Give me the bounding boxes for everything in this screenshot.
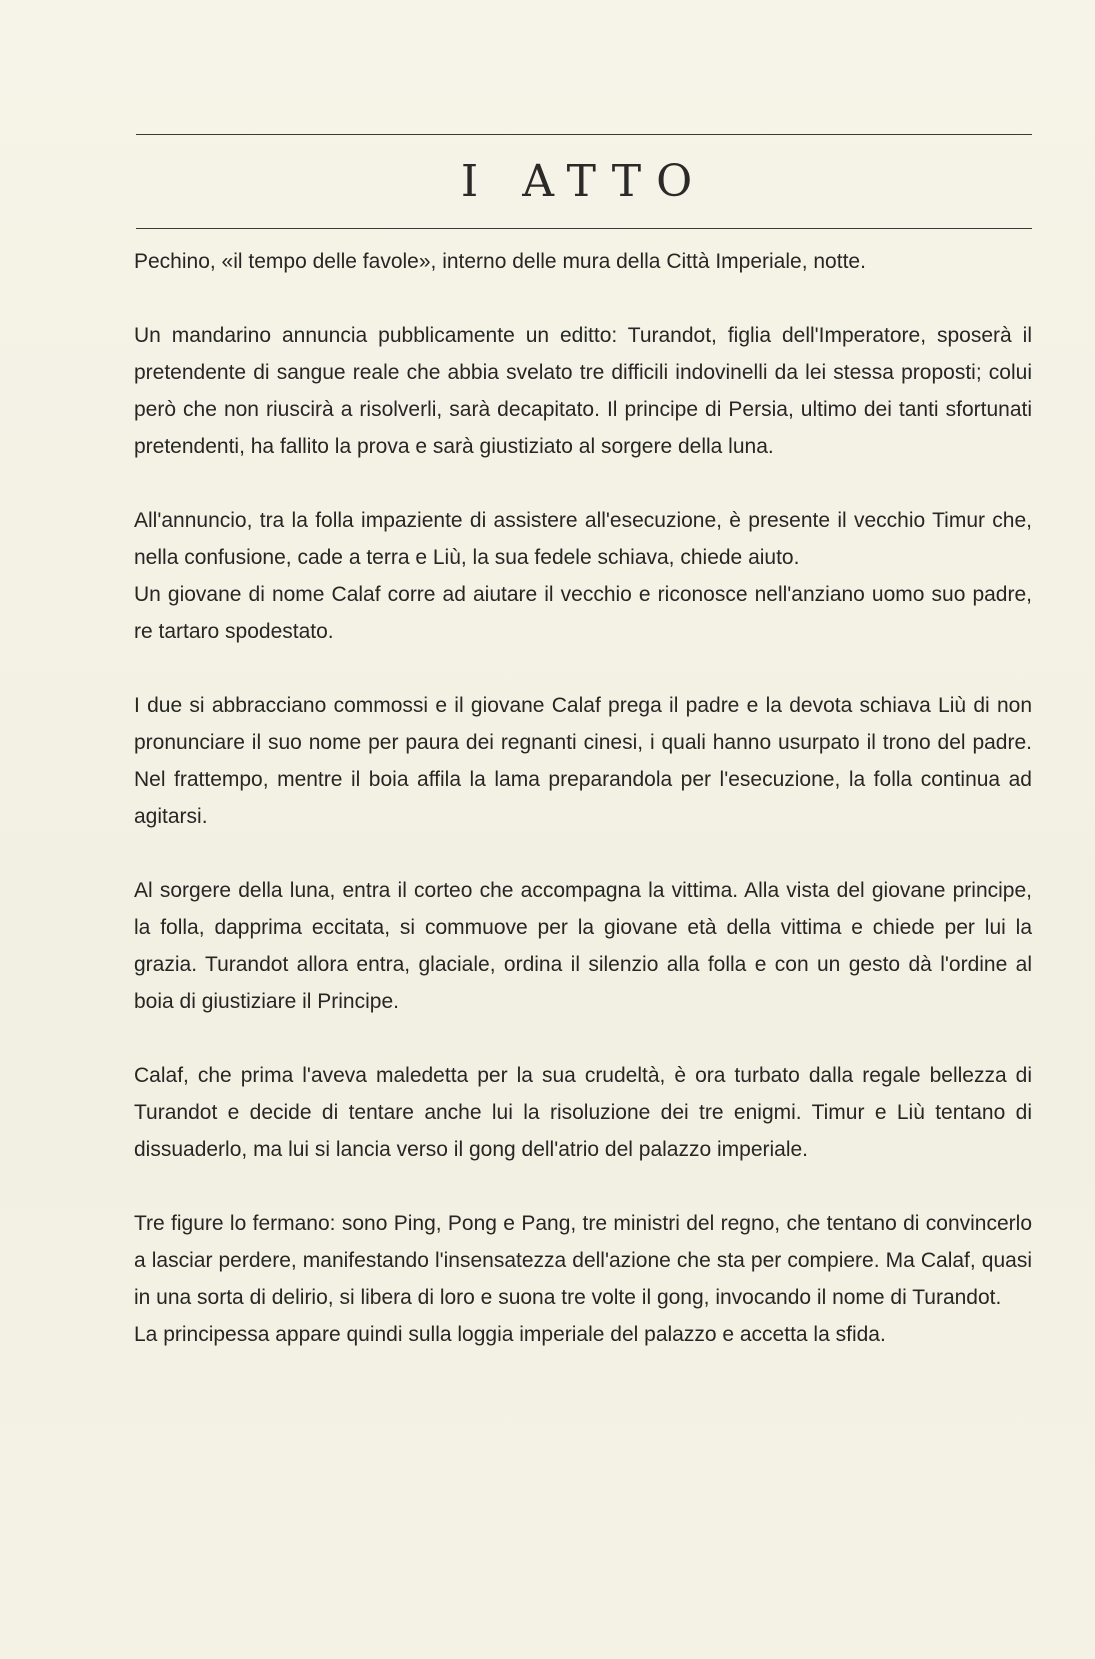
paragraph: Un mandarino annuncia pubblicamente un editto: Turandot, figlia dell'Imperatore, sposerà il pretendente di sangue reale che abbia svelato tre difficili indovinelli da lei stessa proposti; colui però che non riuscirà a risolverli, sarà decapitato. Il principe di Persia, ultimo dei tanti sfortunati pretendenti, ha fallito la prova e sarà giustiziato al sorgere della luna. [134,324,1032,458]
paragraph: I due si abbracciano commossi e il giovane Calaf prega il padre e la devota schiava Liù di non pronunciare il suo nome per paura dei regnanti cinesi, i quali hanno usurpato il trono del padre. Nel frattempo, mentre il boia affila la lama preparandola per l'esecuzione, la folla continua ad agitarsi. [134,694,1032,828]
paragraph: Pechino, «il tempo delle favole», interno delle mura della Città Imperiale, notte. [134,250,866,273]
paragraph: All'annuncio, tra la folla impaziente di assistere all'esecuzione, è presente il vecchio Timur che, nella confusione, cade a terra e Liù, la sua fedele schiava, chiede aiuto. [134,509,1032,569]
page-title: I ATTO [460,156,708,207]
paragraph: Calaf, che prima l'aveva maledetta per la sua crudeltà, è ora turbato dalla regale bellezza di Turandot e decide di tentare anche lui la risoluzione dei tre enigmi. Timur e Liù tentano di dissuaderlo, ma lui si lancia verso il gong dell'atrio del palazzo imperiale. [134,1064,1032,1161]
paragraph: Tre figure lo fermano: sono Ping, Pong e Pang, tre ministri del regno, che tentano di convincerlo a lasciar perdere, manifestando l'insensatezza dell'azione che sta per compiere. Ma Calaf, quasi in una sorta di delirio, si libera di loro e suona tre volte il gong, invocando il nome di Turandot. [134,1212,1032,1309]
paragraph: Al sorgere della luna, entra il corteo che accompagna la vittima. Alla vista del giovane principe, la folla, dapprima eccitata, si commuove per la giovane età della vittima e chiede per lui la grazia. Turandot allora entra, glaciale, ordina il silenzio alla folla e con un gesto dà l'ordine al boia di giustiziare il Principe. [134,879,1032,1013]
paragraph: La principessa appare quindi sulla loggia imperiale del palazzo e accetta la sfida. [134,1323,886,1346]
paragraph: Un giovane di nome Calaf corre ad aiutare il vecchio e riconosce nell'anziano uomo suo padre, re tartaro spodestato. [134,583,1032,643]
title-rule-bottom [136,228,1032,229]
title-rule-top [136,134,1032,135]
synopsis-body [134,243,1032,1390]
